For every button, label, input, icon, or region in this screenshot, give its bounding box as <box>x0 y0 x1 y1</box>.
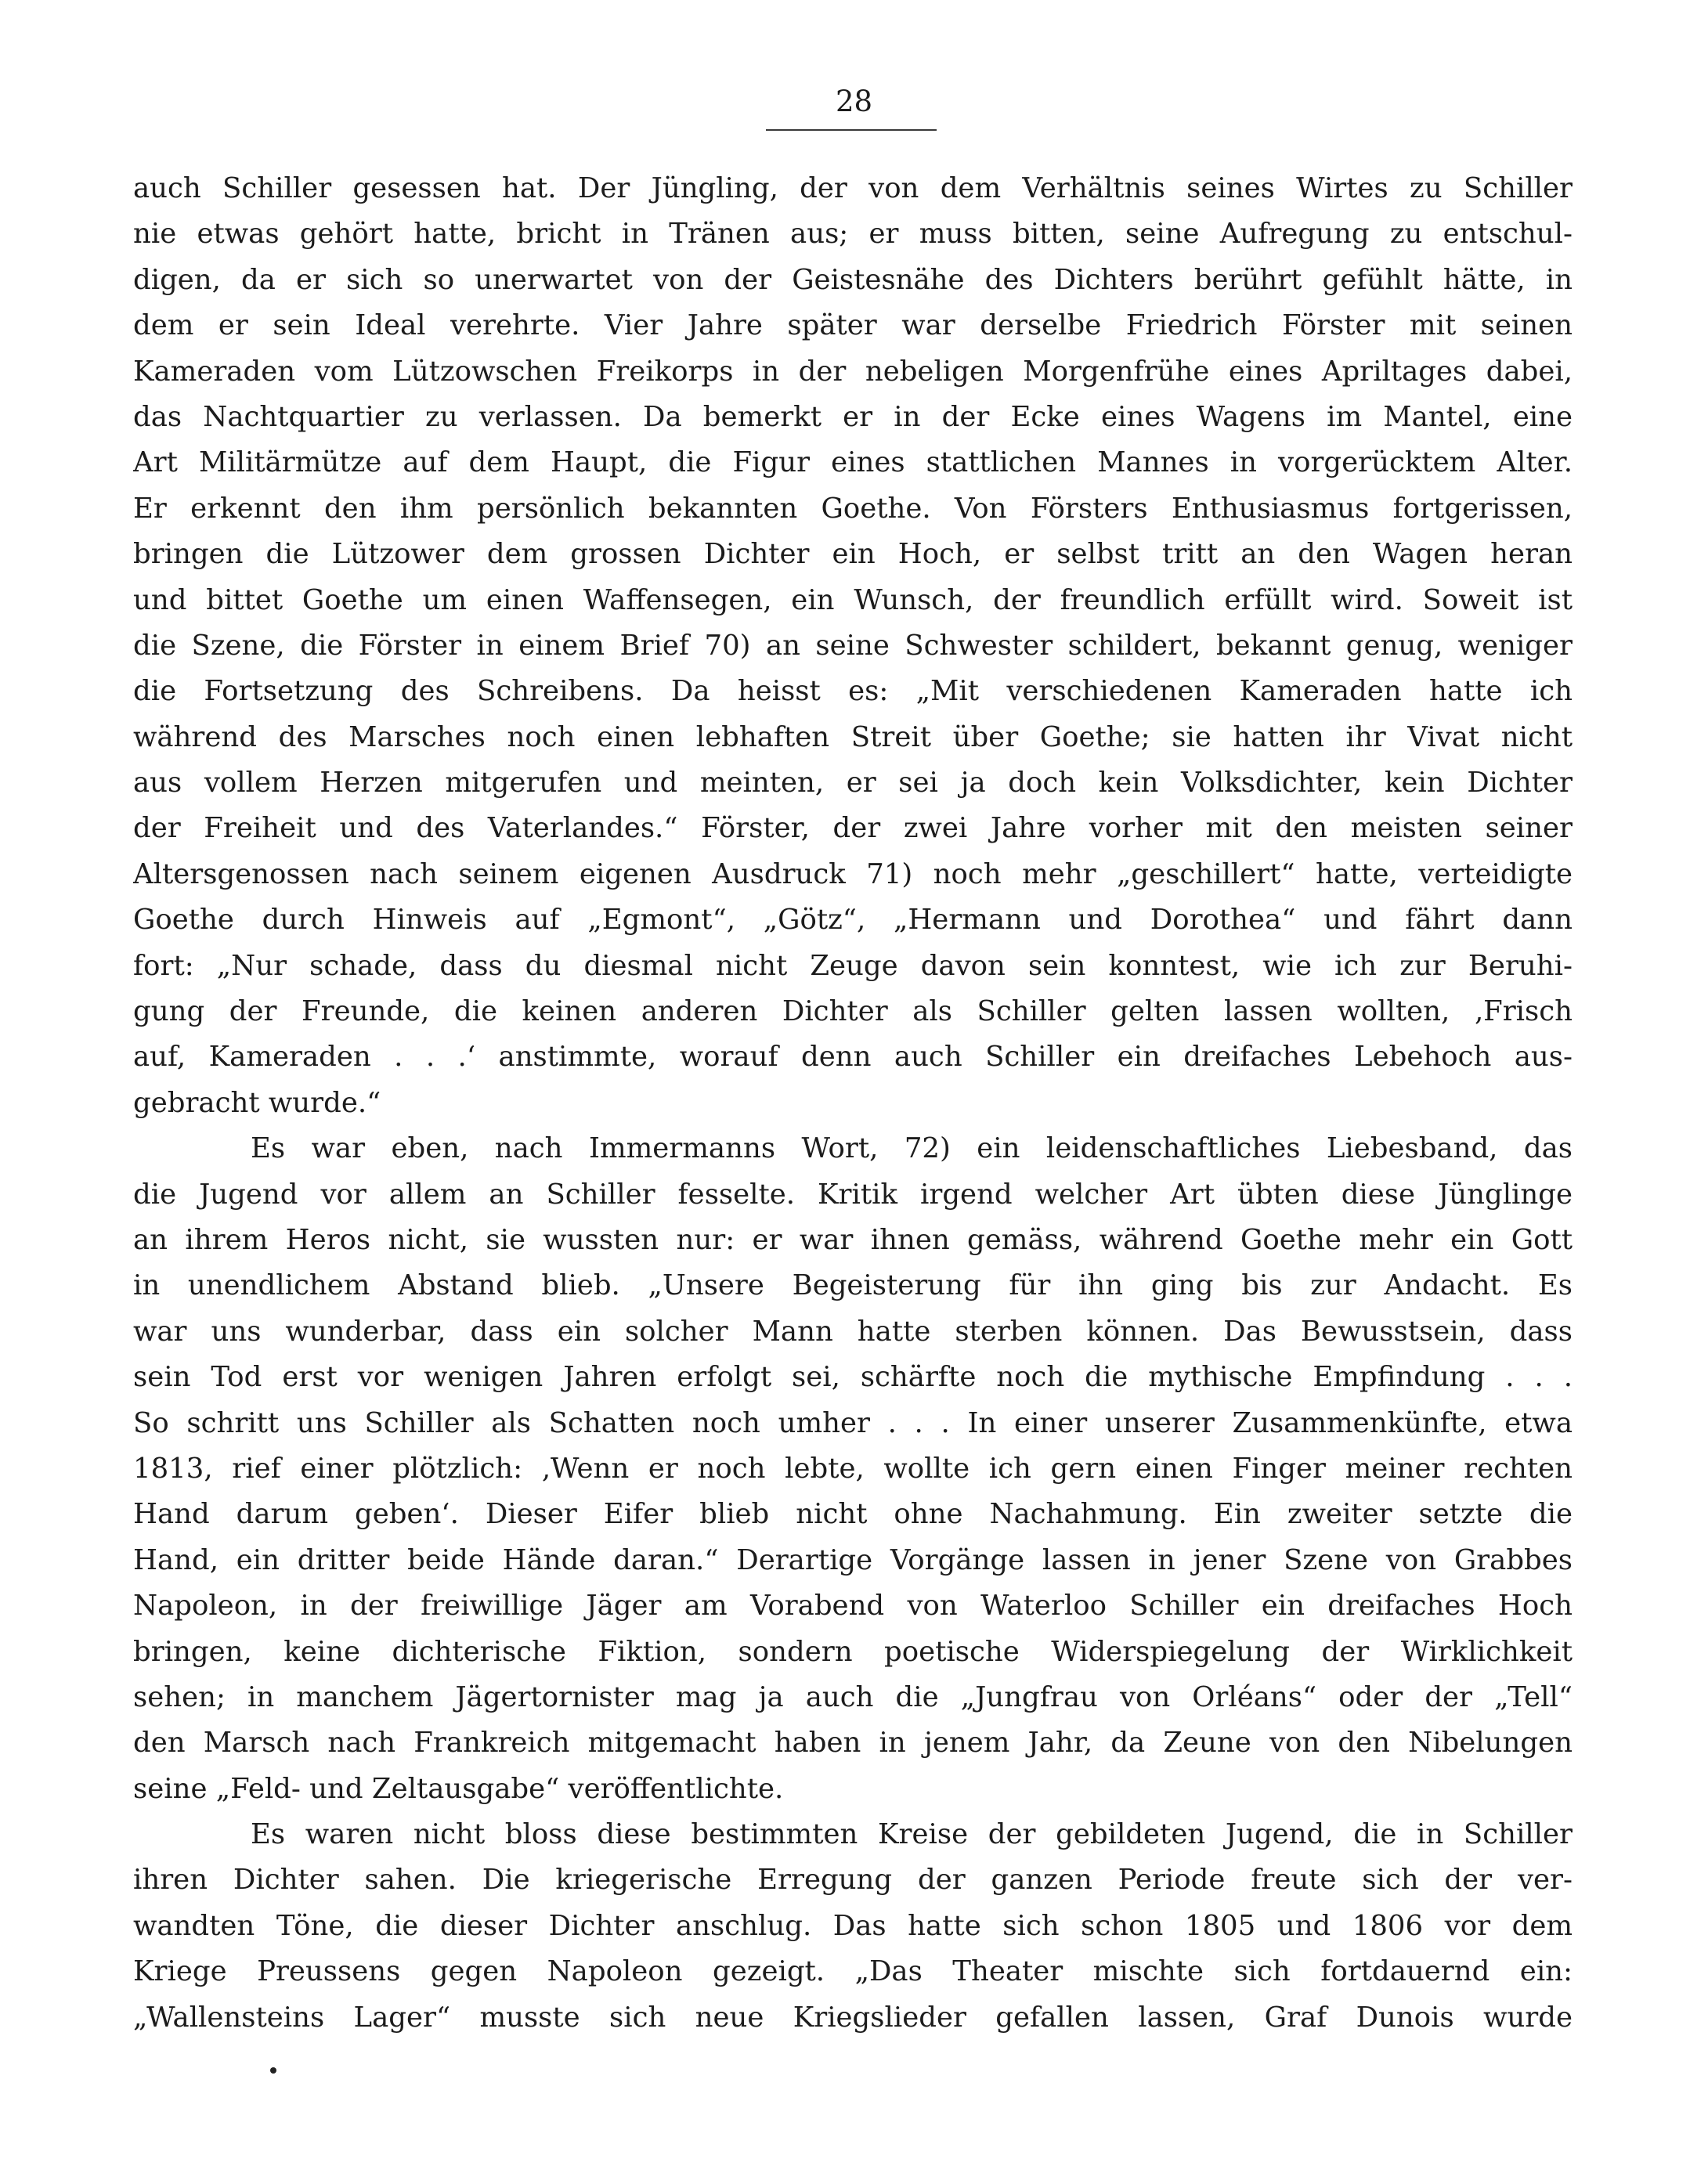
text-line: dem er sein Ideal verehrte. Vier Jahre später war derselbe Friedrich Förster mit seinen <box>133 309 1573 342</box>
text-line: und bittet Goethe um einen Waffensegen, ein Wunsch, der freundlich erfüllt wird. Soweit ist <box>133 583 1573 616</box>
text-line: seine „Feld- und Zeltausgabe“ veröffentlichte. <box>133 1772 784 1805</box>
text-line: Er erkennt den ihm persönlich bekannten Goethe. Von Försters Enthusiasmus fortgerissen, <box>133 492 1573 525</box>
text-line: Goethe durch Hinweis auf „Egmont“, „Götz“, „Hermann und Dorothea“ und fährt dann <box>133 904 1573 937</box>
ink-speck <box>270 2067 276 2074</box>
text-line: die Szene, die Förster in einem Brief 70) an seine Schwester schildert, bekannt genug, weniger <box>133 629 1573 662</box>
text-line: Altersgenossen nach seinem eigenen Ausdruck 71) noch mehr „geschillert“ hatte, verteidigte <box>133 857 1573 890</box>
paragraph-1 <box>133 166 1573 1126</box>
text-line: Kameraden vom Lützowschen Freikorps in der nebeligen Morgenfrühe eines Apriltages dabei, <box>133 355 1573 388</box>
text-line: auf, Kameraden . . .‘ anstimmte, worauf denn auch Schiller ein dreifaches Lebehoch aus- <box>133 1041 1573 1074</box>
text-line: Kriege Preussens gegen Napoleon gezeigt. „Das Theater mischte sich fortdauernd ein: <box>133 1955 1573 1988</box>
text-line: Napoleon, in der freiwillige Jäger am Vorabend von Waterloo Schiller ein dreifaches Hoch <box>133 1590 1573 1623</box>
text-line: sein Tod erst vor wenigen Jahren erfolgt sei, schärfte noch die mythische Empfindung . . . <box>133 1361 1573 1394</box>
text-line: 1813, rief einer plötzlich: ‚Wenn er noch lebte, wollte ich gern einen Finger meiner rechten <box>133 1452 1573 1485</box>
text-line: sehen; in manchem Jägertornister mag ja auch die „Jungfrau von Orléans“ oder der „Tell“ <box>133 1680 1573 1713</box>
text-line: digen, da er sich so unerwartet von der Geistesnähe des Dichters berührt gefühlt hätte, in <box>133 263 1573 296</box>
text-line: in unendlichem Abstand blieb. „Unsere Begeisterung für ihn ging bis zur Andacht. Es <box>133 1269 1573 1302</box>
text-line: fort: „Nur schade, dass du diesmal nicht Zeuge davon sein konntest, wie ich zur Beruhi- <box>133 949 1573 982</box>
text-line: gebracht wurde.“ <box>133 1086 381 1119</box>
text-line: Art Militärmütze auf dem Haupt, die Figur eines stattlichen Mannes in vorgerücktem Alter. <box>133 446 1573 479</box>
text-line: der Freiheit und des Vaterlandes.“ Förster, der zwei Jahre vorher mit den meisten seiner <box>133 812 1573 845</box>
text-line: Hand, ein dritter beide Hände daran.“ Derartige Vorgänge lassen in jener Szene von Grabbes <box>133 1543 1573 1576</box>
text-line: die Jugend vor allem an Schiller fesselte. Kritik irgend welcher Art übten diese Jünglinge <box>133 1178 1573 1211</box>
text-line: bringen, keine dichterische Fiktion, sondern poetische Widerspiegelung der Wirklichkeit <box>133 1635 1573 1668</box>
text-line: Es war eben, nach Immermanns Wort, 72) ein leidenschaftliches Liebesband, das <box>251 1132 1573 1165</box>
text-line: auch Schiller gesessen hat. Der Jüngling, der von dem Verhältnis seines Wirtes zu Schiller <box>133 172 1573 204</box>
text-line: die Fortsetzung des Schreibens. Da heisst es: „Mit verschiedenen Kameraden hatte ich <box>133 675 1573 708</box>
body-text <box>133 166 1573 2041</box>
paragraph-3 <box>133 1812 1573 2041</box>
text-line: Hand darum geben‘. Dieser Eifer blieb nicht ohne Nachahmung. Ein zweiter setzte die <box>133 1498 1573 1531</box>
text-line: Es waren nicht bloss diese bestimmten Kreise der gebildeten Jugend, die in Schiller <box>251 1818 1573 1851</box>
text-line: das Nachtquartier zu verlassen. Da bemerkt er in der Ecke eines Wagens im Mantel, eine <box>133 400 1573 433</box>
text-line: war uns wunderbar, dass ein solcher Mann hatte sterben können. Das Bewusstsein, dass <box>133 1315 1573 1348</box>
text-line: „Wallensteins Lager“ musste sich neue Kriegslieder gefallen lassen, Graf Dunois wurde <box>133 2001 1573 2034</box>
text-line: aus vollem Herzen mitgerufen und meinten, er sei ja doch kein Volksdichter, kein Dichter <box>133 767 1573 800</box>
text-line: ihren Dichter sahen. Die kriegerische Erregung der ganzen Periode freute sich der ver- <box>133 1864 1573 1897</box>
text-line: während des Marsches noch einen lebhaften Streit über Goethe; sie hatten ihr Vivat nicht <box>133 720 1573 753</box>
paragraph-2 <box>133 1126 1573 1812</box>
text-line: bringen die Lützower dem grossen Dichter ein Hoch, er selbst tritt an den Wagen heran <box>133 538 1573 571</box>
text-line: So schritt uns Schiller als Schatten noch umher . . . In einer unserer Zusammenkünfte, etwa <box>133 1406 1573 1439</box>
text-line: nie etwas gehört hatte, bricht in Tränen aus; er muss bitten, seine Aufregung zu entschul- <box>133 218 1573 251</box>
text-line: wandten Töne, die dieser Dichter anschlug. Das hatte sich schon 1805 und 1806 vor dem <box>133 1909 1573 1942</box>
text-line: den Marsch nach Frankreich mitgemacht haben in jenem Jahr, da Zeune von den Nibelungen <box>133 1727 1573 1760</box>
text-line: an ihrem Heros nicht, sie wussten nur: er war ihnen gemäss, während Goethe mehr ein Gott <box>133 1223 1573 1256</box>
page-number-rule <box>766 129 937 131</box>
page-number: 28 <box>835 85 873 118</box>
text-line: gung der Freunde, die keinen anderen Dichter als Schiller gelten lassen wollten, ‚Frisch <box>133 995 1573 1028</box>
